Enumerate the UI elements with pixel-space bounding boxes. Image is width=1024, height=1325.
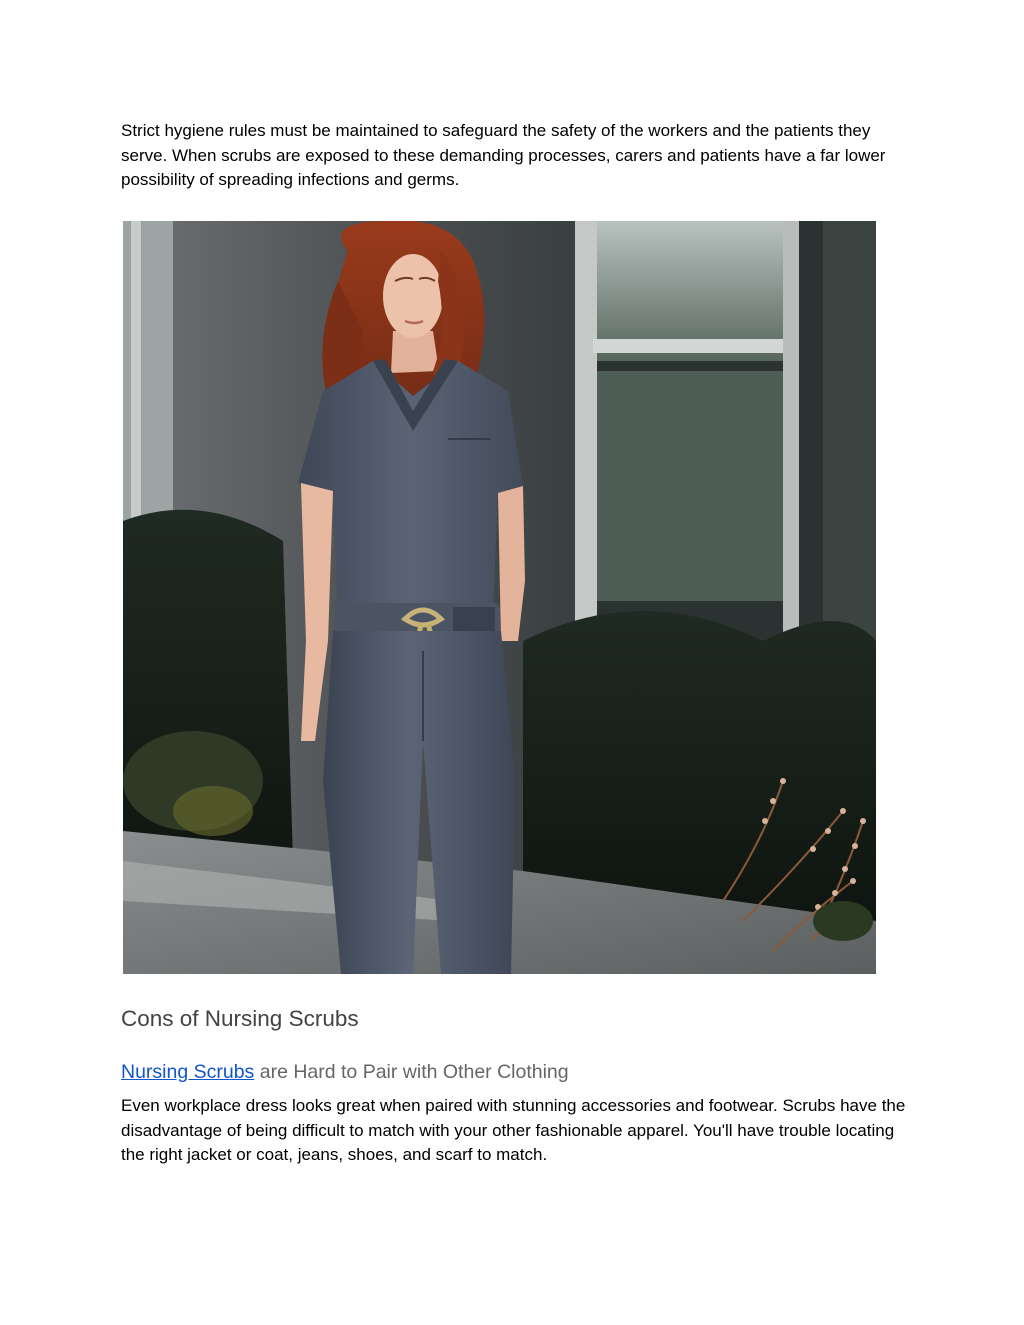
intro-paragraph: Strict hygiene rules must be maintained to safeguard the safety of the workers and the patients they serve. When scrubs are exposed to these demanding processes, carers and patients have a far lower possibility of spreading infections and germs. [121,121,886,189]
subsection-heading [121,1061,569,1084]
nursing-scrubs-link[interactable]: Nursing Scrubs [121,1061,255,1083]
nurse-in-scrubs-photo [123,221,876,974]
subsection-heading-rest: are Hard to Pair with Other Clothing [254,1061,569,1083]
section-heading: Cons of Nursing Scrubs [121,1006,359,1031]
body-paragraph: Even workplace dress looks great when paired with stunning accessories and footwear. Scrubs have the disadvantage of being difficult to match with your other fashionable apparel. You'll have trouble locating the right jacket or coat, jeans, shoes, and scarf to match. [121,1096,906,1164]
